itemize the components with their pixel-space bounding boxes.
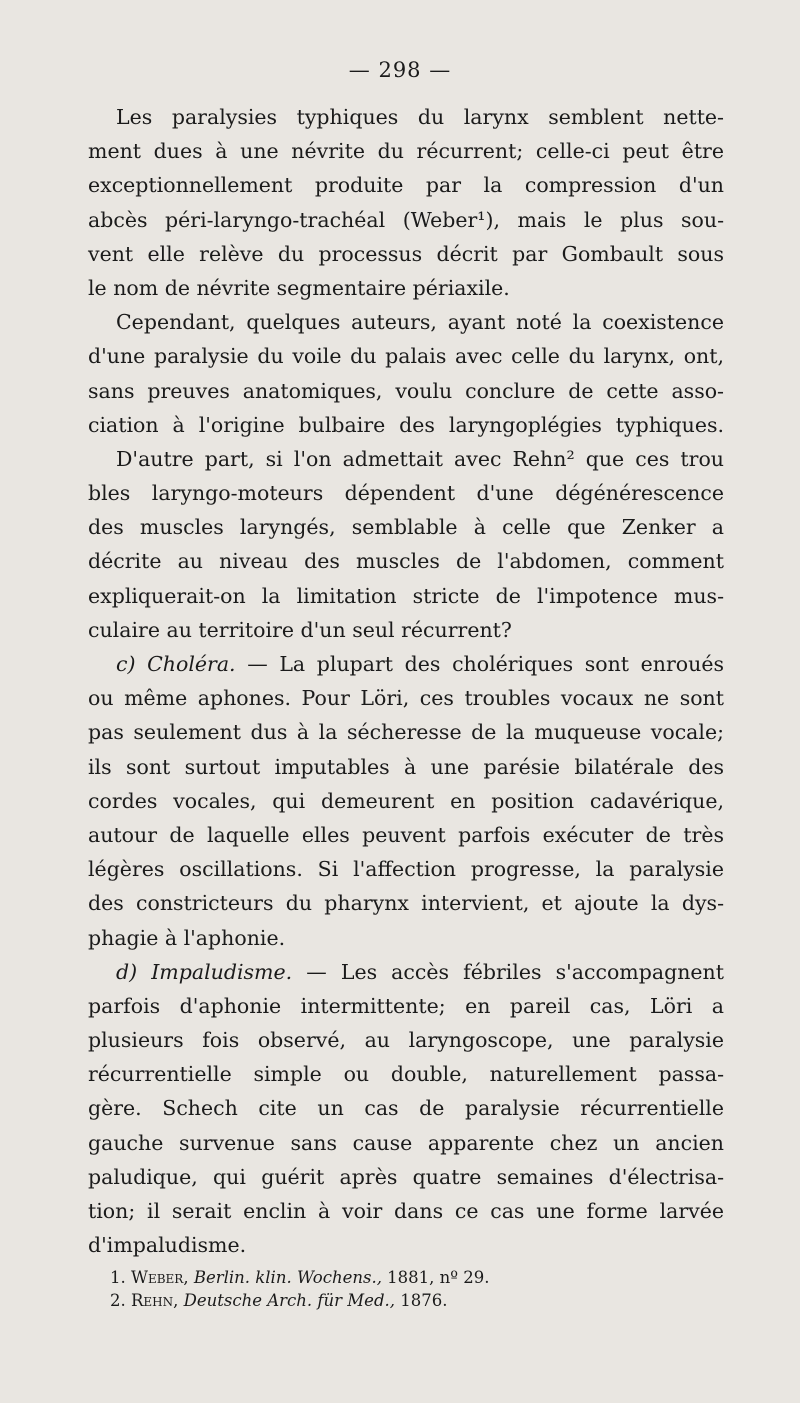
footnote — [110, 1266, 710, 1289]
text-line: le nom de névrite segmentaire périaxile. — [88, 275, 510, 300]
text-line: d'impaludisme. — [88, 1233, 247, 1258]
text-line: sans preuves anatomiques, voulu conclure de cette asso- — [88, 378, 724, 403]
text-line: des muscles laryngés, semblable à celle que Zenker a — [88, 515, 724, 540]
section-heading-impaludisme: d) Impaludisme. — [116, 959, 293, 984]
text-line: — La plupart des cholériques sont enroués — [235, 652, 724, 676]
footnote-details: 1881, nº 29. — [381, 1268, 490, 1287]
text-line: ou même aphones. Pour Löri, ces troubles vocaux ne sont — [88, 686, 724, 711]
text-line: expliquerait-on la limitation stricte de l'impotence mus- — [88, 583, 724, 608]
text-line: gère. Schech cite un cas de paralysie récurrentielle — [88, 1096, 724, 1121]
text-line: parfois d'aphonie intermittente; en pareil cas, Löri a — [88, 993, 724, 1018]
text-line: pas seulement dus à la sécheresse de la muqueuse vocale; — [88, 720, 724, 745]
text-line: légères oscillations. Si l'affection progresse, la paralysie — [88, 857, 724, 882]
section-heading-impaludisme-line — [88, 955, 724, 989]
text-line: — Les accès fébriles s'accompagnent — [292, 959, 724, 984]
text-line: culaire au territoire d'un seul récurrent? — [88, 617, 512, 642]
text-line: Les paralysies typhiques du larynx semblent nette- — [116, 105, 724, 129]
footnote — [110, 1289, 710, 1312]
text-line: vent elle relève du processus décrit par Gombault sous — [88, 241, 724, 266]
footnote-author: Weber, — [131, 1268, 189, 1287]
text-line: ment dues à une névrite du récurrent; celle-ci peut être — [88, 139, 724, 164]
section-heading-cholera-line — [88, 647, 724, 681]
text-line: d'une paralysie du voile du palais avec celle du larynx, ont, — [88, 344, 724, 369]
text-line: autour de laquelle elles peuvent parfois exécuter de très — [88, 822, 724, 847]
text-line: abcès péri-laryngo-trachéal (Weber¹), mais le plus sou- — [88, 207, 724, 232]
body-text — [88, 100, 724, 1262]
text-line: plusieurs fois observé, au laryngoscope, une paralysie — [88, 1028, 724, 1053]
footnote-title: Berlin. klin. Wochens., — [193, 1268, 382, 1287]
footnote-number: 2. — [110, 1291, 126, 1310]
footnote-title: Deutsche Arch. für Med., — [183, 1291, 395, 1310]
page-number: — 298 — — [348, 58, 452, 82]
text-line: gauche survenue sans cause apparente chez un ancien — [88, 1130, 724, 1155]
footnote-details: 1876. — [395, 1291, 448, 1310]
text-line: des constricteurs du pharynx intervient, et ajoute la dys- — [88, 891, 724, 916]
footnote-author: Rehn, — [131, 1291, 179, 1310]
text-line: Cependant, quelques auteurs, ayant noté la coexistence — [116, 310, 724, 335]
text-line: ciation à l'origine bulbaire des laryngoplégies typhiques. — [88, 412, 724, 437]
text-line: récurrentielle simple ou double, naturellement passa- — [88, 1062, 724, 1087]
text-line: cordes vocales, qui demeurent en position cadavérique, — [88, 788, 724, 813]
text-line: ils sont surtout imputables à une parésie bilatérale des — [88, 754, 724, 779]
text-line: D'autre part, si l'on admettait avec Rehn² que ces trou — [116, 446, 724, 471]
text-line: bles laryngo-moteurs dépendent d'une dégénérescence — [88, 481, 724, 506]
text-line: exceptionnellement produite par la compression d'un — [88, 173, 724, 198]
text-line: paludique, qui guérit après quatre semaines d'électrisa- — [88, 1164, 724, 1189]
text-line: phagie à l'aphonie. — [88, 925, 286, 950]
text-line: décrite au niveau des muscles de l'abdomen, comment — [88, 549, 724, 574]
footnotes — [110, 1266, 710, 1312]
section-heading-cholera: c) Choléra. — [116, 652, 236, 676]
text-line: tion; il serait enclin à voir dans ce cas une forme larvée — [88, 1199, 724, 1223]
footnote-number: 1. — [110, 1268, 126, 1287]
